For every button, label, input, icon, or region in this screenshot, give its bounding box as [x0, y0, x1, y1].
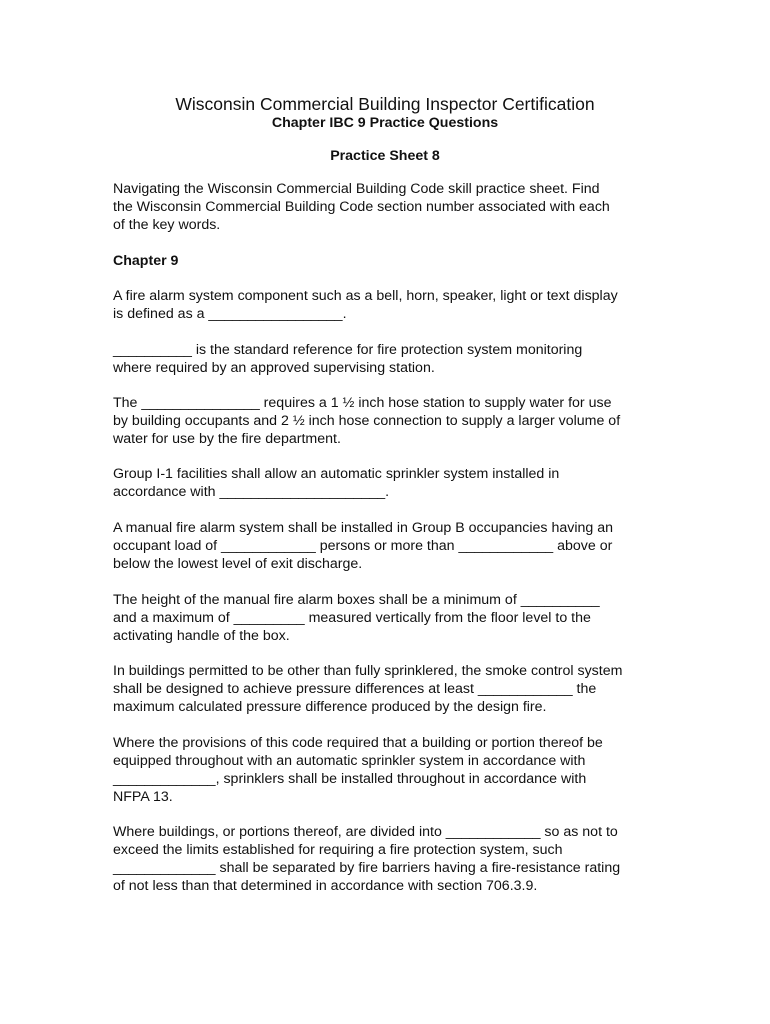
question-9 [113, 823, 673, 895]
question-line: Where the provisions of this code required that a building or portion thereof be [113, 735, 603, 751]
question-line: __________ is the standard reference for fire protection system monitoring [113, 342, 583, 358]
question-8 [113, 734, 673, 806]
question-line: _____________, sprinklers shall be installed throughout in accordance with [113, 771, 587, 787]
question-7 [113, 662, 673, 716]
question-line: A fire alarm system component such as a bell, horn, speaker, light or text display [113, 288, 618, 304]
question-5 [113, 519, 673, 573]
question-line: NFPA 13. [113, 789, 173, 805]
intro-line: Navigating the Wisconsin Commercial Building Code skill practice sheet. Find [113, 181, 600, 197]
intro-paragraph [113, 180, 673, 234]
question-line: The _______________ requires a 1 ½ inch hose station to supply water for use [113, 395, 612, 411]
question-line: maximum calculated pressure difference produced by the design fire. [113, 699, 547, 715]
intro-line: the Wisconsin Commercial Building Code section number associated with each [113, 199, 610, 215]
question-line: exceed the limits established for requiring a fire protection system, such [113, 842, 563, 858]
question-line: is defined as a _________________. [113, 306, 347, 322]
question-1 [113, 287, 673, 323]
question-line: Where buildings, or portions thereof, are divided into ____________ so as not to [113, 824, 618, 840]
question-line: _____________ shall be separated by fire barriers having a fire-resistance rating [113, 860, 621, 876]
question-line: occupant load of ____________ persons or more than ____________ above or [113, 538, 613, 554]
question-line: activating handle of the box. [113, 628, 290, 644]
question-line: equipped throughout with an automatic sprinkler system in accordance with [113, 753, 586, 769]
question-2 [113, 341, 673, 377]
practice-sheet-label: Practice Sheet 8 [330, 148, 440, 164]
question-4 [113, 465, 673, 501]
question-line: by building occupants and 2 ½ inch hose connection to supply a larger volume of [113, 413, 621, 429]
question-3 [113, 394, 673, 448]
question-line: accordance with _____________________. [113, 484, 390, 500]
intro-line: of the key words. [113, 217, 221, 233]
question-line: shall be designed to achieve pressure differences at least ____________ the [113, 681, 597, 697]
question-line: The height of the manual fire alarm boxes shall be a minimum of __________ [113, 592, 600, 608]
question-6 [113, 591, 673, 645]
question-line: where required by an approved supervising station. [113, 360, 435, 376]
chapter-heading: Chapter 9 [113, 253, 179, 269]
document-title: Wisconsin Commercial Building Inspector Certification [175, 94, 595, 114]
question-line: below the lowest level of exit discharge. [113, 556, 363, 572]
question-line: A manual fire alarm system shall be installed in Group B occupancies having an [113, 520, 613, 536]
question-line: of not less than that determined in accordance with section 706.3.9. [113, 878, 538, 894]
question-line: and a maximum of _________ measured vertically from the floor level to the [113, 610, 591, 626]
question-line: water for use by the fire department. [113, 431, 341, 447]
document-subtitle: Chapter IBC 9 Practice Questions [271, 115, 499, 131]
question-line: Group I-1 facilities shall allow an automatic sprinkler system installed in [113, 466, 560, 482]
question-line: In buildings permitted to be other than fully sprinklered, the smoke control system [113, 663, 623, 679]
